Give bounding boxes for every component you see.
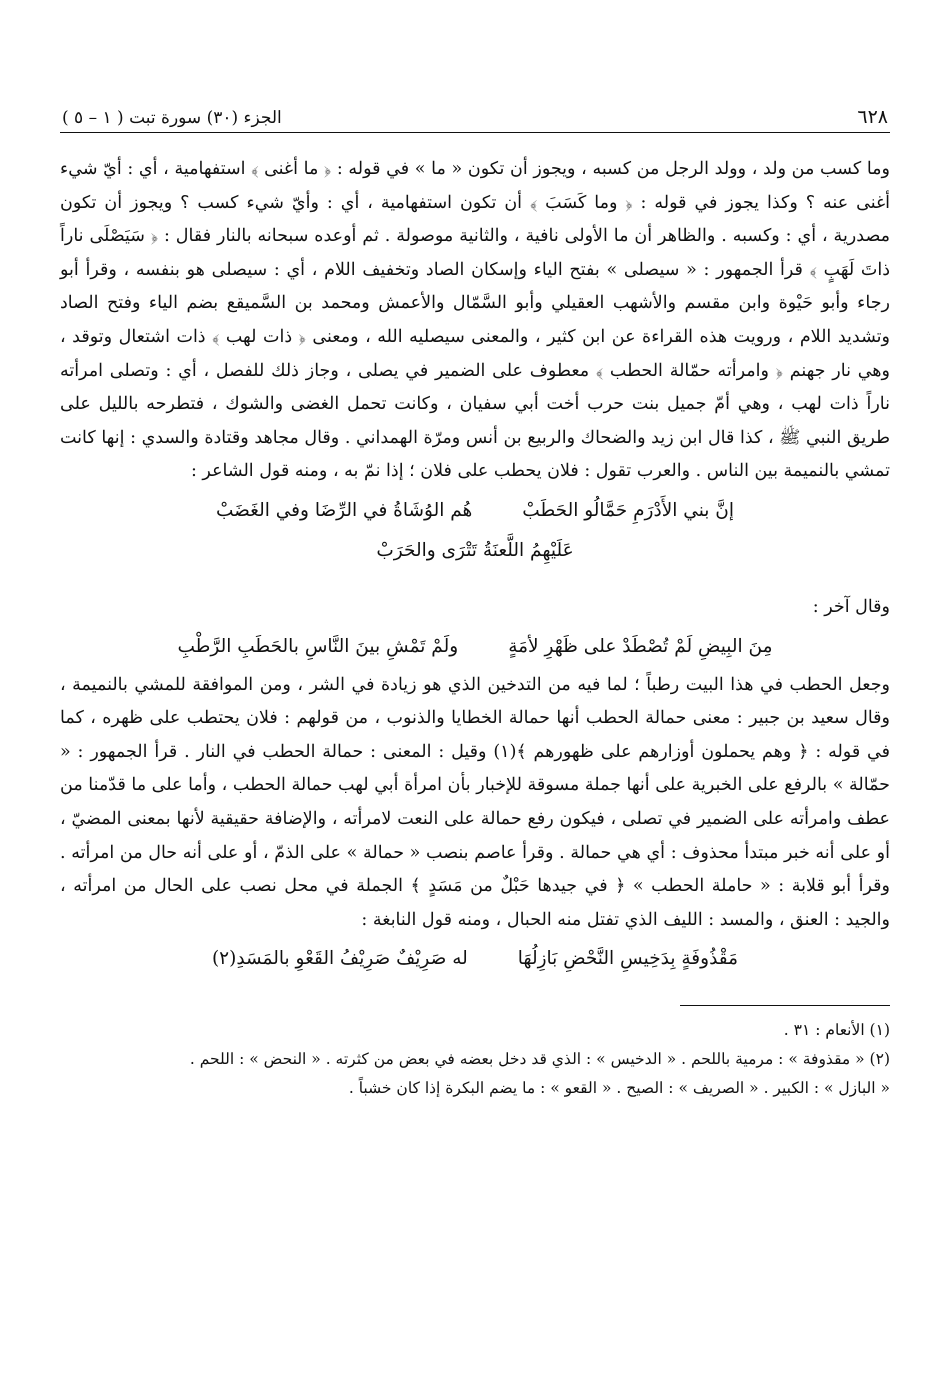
page-number: ٦٢٨ [857, 106, 888, 128]
poem-3 [60, 941, 890, 977]
running-header [60, 98, 890, 133]
footnote-1: (١) الأنعام : ٣١ . [783, 1021, 890, 1040]
paragraph-1: وما كسب من ولد ، وولد الرجل من كسبه ، ويجوز أن تكون « ما » في قوله : ﴿ ما أغنى ﴾ استفهامية ، أي : أيّ شيء أغنى عنه ؟ وكذا يجوز في قوله : ﴿ وما كَسَبَ ﴾ أن تكون استفهامية ، أي : وأيّ شيء كسب ؟ ويجوز أن تكون مصدرية ، أي : وكسبه . والظاهر أن ما الأولى نافية ، والثانية موصولة . ثم أوعده سبحانه بالنار فقال : ﴿ سَيَصْلَى ناراً ذاتَ لَهَبٍ ﴾ قرأ الجمهور : « سيصلى » بفتح الياء وإسكان الصاد وتخفيف اللام ، أي : سيصلى هو بنفسه ، وقرأ أبو رجاء وأبو حَيْوة وابن مقسم والأشهب العقيلي وأبو السَّمّال والأعمش ومحمد بن السَّميقع بضم الياء وفتح الصاد وتشديد اللام ، ورويت هذه القراءة عن ابن كثير ، والمعنى سيصليه الله ، ومعنى ﴿ ذات لهب ﴾ ذات اشتعال وتوقد ، وهي نار جهنم ﴿ وامرأته حمّالة الحطب ﴾ معطوف على الضمير في يصلى ، وجاز ذلك للفصل ، أي : وتصلى امرأته ناراً ذات لهب ، وهي أمّ جميل بنت حرب أخت أبي سفيان ، وكانت تحمل الغضى والشوك ، فتطرحه بالليل على طريق النبي ﷺ ، كذا قال ابن زيد والضحاك والربيع بن أنس ومرّة الهمداني . وقال مجاهد وقتادة والسدي : إنها كانت تمشي بالنميمة بين الناس . والعرب تقول : فلان يحطب على فلان ؛ إذا نمّ به ، ومنه قول الشاعر : [60, 159, 890, 482]
poem-1-hemistich-left: هُم الوُشَاةُ في الرِّضَا وفي الغَضَبْ [215, 499, 473, 521]
poem-3-hemistich-left: له صَرِيْفٌ صَرِيْفُ القَعْوِ بالمَسَدِ(٢) [211, 948, 468, 970]
running-title: الجزء (٣٠) سورة تبت ( ١ – ٥ ) [62, 108, 282, 128]
poem-1-hemistich-right: إنَّ بني الأَدْرَمِ حَمَّالُو الحَطَبْ [522, 499, 735, 521]
footnote-divider [680, 1005, 890, 1006]
poem-1-line-2 [60, 533, 890, 569]
poem-2 [60, 629, 890, 665]
poem-1-line-1 [60, 493, 890, 529]
main-text [60, 153, 890, 977]
another-said: وقال آخر : [812, 596, 890, 617]
poem-2-hemistich-right: مِنَ البِيضِ لَمْ تُصْطَدْ على ظَهْرِ لأمَةٍ [508, 635, 773, 657]
paragraph-2: وجعل الحطب في هذا البيت رطباً ؛ لما فيه من التدخين الذي هو زيادة في الشر ، ومن الموافقة للمشي بالنميمة ، وقال سعيد بن جبير : معنى حمالة الحطب أنها حمالة الخطايا والذنوب ، من قولهم : فلان يحتطب على ظهره ، كما في قوله : ﴿ وهم يحملون أوزارهم على ظهورهم ﴾(١) وقيل : المعنى : حمالة الحطب في النار . قرأ الجمهور : « حمّالة » بالرفع على الخبرية على أنها جملة مسوقة للإخبار بأن امرأة أبي لهب حمالة الحطب ، وأما على ما قدّمنا من عطف وامرأته على الضمير في تصلى ، فيكون رفع حمالة على النعت لامرأته ، والإضافة حقيقية لأنها بمعنى المضيّ ، أو على أنه خبر مبتدأ محذوف : أي هي حمالة . وقرأ عاصم بنصب « حمالة » على الذمّ ، أو على أنه حال من امرأته . وقرأ أبو قلابة : « حاملة الحطب » ﴿ في جيدها حَبْلٌ من مَسَدٍ ﴾ الجملة في محل نصب على الحال من امرأته ، والجيد : العنق ، والمسد : الليف الذي تفتل منه الحبال ، ومنه قول النابغة : [60, 674, 890, 930]
poem-1-line-2-text: عَلَيْهِمُ اللَّعنَةُ تَتْرَى والحَرَبْ [376, 539, 574, 561]
spacer [60, 573, 890, 591]
footnotes [60, 1016, 890, 1103]
poem-2-hemistich-left: ولَمْ تَمْشِ بينَ النَّاسِ بالحَطَبِ الرَّطْبِ [177, 635, 459, 657]
poem-3-hemistich-right: مَقْذُوفَةٍ بِدَخِيسِ النَّحْضِ بَازِلُهَا [517, 948, 739, 970]
footnote-2: (٢) « مقذوفة » : مرمية باللحم . « الدخيس » : الذي قد دخل بعضه في بعض من كثرته . « النحض » : اللحم . [189, 1050, 890, 1069]
page [60, 98, 890, 1103]
footnote-2-continued: « البازل » : الكبير . « الصريف » : الصيح . « القعو » : ما يضم البكرة إذا كان خشباً . [348, 1079, 890, 1098]
